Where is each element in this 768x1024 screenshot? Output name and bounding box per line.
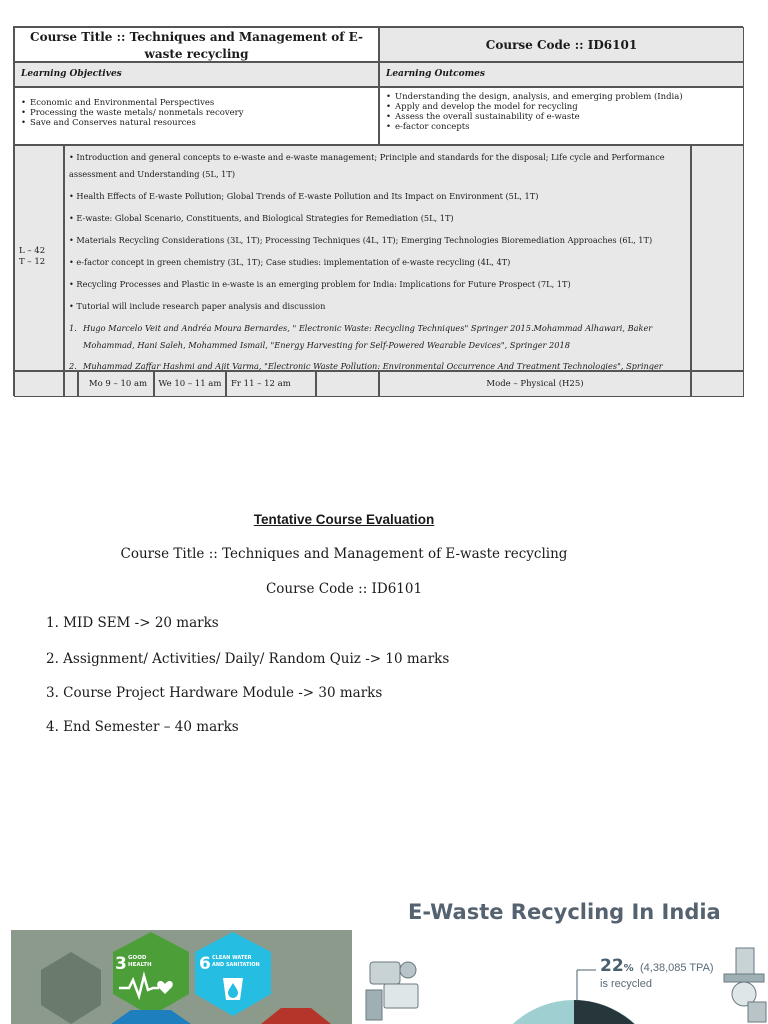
course-title: Course Title :: Techniques and Management of E-waste recycling bbox=[30, 30, 363, 61]
sdg-goal3-label-1: GOOD bbox=[128, 955, 147, 961]
evaluation-course-title: Course Title :: Techniques and Management of E-waste recycling bbox=[120, 546, 568, 562]
syllabus-topic: • Health Effects of E-waste Pollution; Global Trends of E-waste Pollution and Its Impact on Environment (5L, 1T) bbox=[69, 191, 539, 201]
schedule-mode: Mode – Physical (H25) bbox=[379, 371, 691, 397]
evaluation-item: 3. Course Project Hardware Module -> 30 marks bbox=[46, 685, 383, 701]
sdg-goal6-label-1: CLEAN WATER bbox=[212, 955, 252, 961]
syllabus-cell bbox=[64, 145, 691, 371]
percent-sign: % bbox=[623, 963, 634, 974]
outcome-item: • Understanding the design, analysis, and emerging problem (India) bbox=[384, 92, 743, 102]
schedule-blank-cell bbox=[14, 371, 64, 397]
sdg-goal6-number: 6 bbox=[199, 954, 211, 974]
evaluation-heading: Tentative Course Evaluation bbox=[253, 512, 435, 527]
infographic-graphic bbox=[364, 890, 768, 1024]
schedule-blank-cell bbox=[64, 371, 78, 397]
outcome-item: • e-factor concepts bbox=[384, 122, 743, 132]
recycled-tonnage: (4,38,085 TPA) bbox=[640, 962, 714, 974]
tutorial-hours: T – 12 bbox=[19, 257, 46, 267]
syllabus-topic: • Tutorial will include research paper analysis and discussion bbox=[69, 301, 326, 311]
hours-cell bbox=[14, 145, 64, 371]
reference-text: Muhammad Zaffar Hashmi and Ajit Varma, "Electronic Waste Pollution: Environmental Occurrence And Treatment Technologies", Springer bbox=[83, 361, 663, 371]
reference-number: 2. bbox=[69, 361, 77, 371]
objective-item: • Save and Conserves natural resources bbox=[19, 118, 378, 128]
learning-objectives-cell bbox=[14, 87, 379, 145]
recycled-percentage bbox=[600, 956, 634, 976]
syllabus-topic: • Recycling Processes and Plastic in e-waste is an emerging problem for India: Implications for Future Prospect (7L, 1T) bbox=[69, 279, 571, 289]
learning-outcomes-heading: Learning Outcomes bbox=[379, 62, 744, 87]
sdg-hexagons-graphic bbox=[11, 930, 352, 1024]
reference-number: 1. bbox=[69, 323, 77, 333]
learning-outcomes-list bbox=[384, 92, 743, 132]
schedule-blank-cell bbox=[691, 371, 744, 397]
ewaste-devices-left-icon bbox=[366, 962, 418, 1020]
ewaste-devices-right-icon bbox=[724, 948, 766, 1022]
course-title-cell bbox=[14, 27, 379, 62]
syllabus-topic: • E-waste: Global Scenario, Constituents, and Biological Strategies for Remediation (5L, 1T) bbox=[69, 213, 454, 223]
sdg-goal3-number: 3 bbox=[115, 954, 127, 974]
recycled-percent-value: 22 bbox=[600, 956, 624, 976]
outcome-item: • Assess the overall sustainability of e-waste bbox=[384, 112, 743, 122]
syllabus-topic: • Materials Recycling Considerations (3L, 1T); Processing Techniques (4L, 1T); Emerging Technologies Bioremediation Approaches (6L, 1T) bbox=[69, 235, 653, 245]
schedule-monday: Mo 9 – 10 am bbox=[78, 371, 154, 397]
learning-outcomes-cell bbox=[379, 87, 744, 145]
infographic-title: E-Waste Recycling In India bbox=[408, 900, 721, 924]
reference-item bbox=[69, 320, 686, 354]
evaluation-course-code: Course Code :: ID6101 bbox=[265, 581, 423, 597]
course-table bbox=[13, 26, 743, 396]
syllabus-topic: • e-factor concept in green chemistry (3L, 1T); Case studies: implementation of e-waste recycling (4L, 4T) bbox=[69, 257, 511, 267]
course-code: Course Code :: ID6101 bbox=[485, 37, 638, 52]
recycled-share-slice bbox=[574, 1000, 642, 1024]
evaluation-item: 4. End Semester – 40 marks bbox=[46, 719, 239, 735]
sdg-goals-image bbox=[11, 930, 352, 1024]
ewaste-india-infographic bbox=[364, 890, 768, 1024]
outcome-item: • Apply and develop the model for recycling bbox=[384, 102, 743, 112]
reference-item bbox=[69, 358, 686, 371]
course-code-cell bbox=[379, 27, 744, 62]
schedule-wednesday: We 10 – 11 am bbox=[154, 371, 226, 397]
objective-item: • Processing the waste metals/ nonmetals recovery bbox=[19, 108, 378, 118]
syllabus-topic: • Introduction and general concepts to e-waste and e-waste management; Principle and standards for the disposal; Life cycle and Performance assessment and Understanding (5L, 1T) bbox=[69, 152, 665, 179]
lecture-hours: L – 42 bbox=[19, 246, 46, 256]
evaluation-item: 1. MID SEM -> 20 marks bbox=[46, 615, 219, 631]
learning-objectives-heading: Learning Objectives bbox=[14, 62, 379, 87]
learning-objectives-list bbox=[19, 98, 378, 128]
sdg-goal3-label-2: HEALTH bbox=[128, 962, 152, 968]
objective-item: • Economic and Environmental Perspectives bbox=[19, 98, 378, 108]
schedule-blank-cell bbox=[316, 371, 379, 397]
sdg-goal6-label-2: AND SANITATION bbox=[212, 962, 260, 968]
schedule-friday: Fr 11 – 12 am bbox=[226, 371, 316, 397]
reference-text: Hugo Marcelo Veit and Andréa Moura Bernardes, " Electronic Waste: Recycling Techniques" Springer 2015.Mohammad Alhawari, Baker Mohammad, Hani Saleh, Mohammed Ismail, "Energy Harvesting for Self-Powered Wearable Devices", Springer 2018 bbox=[83, 323, 653, 350]
evaluation-item: 2. Assignment/ Activities/ Daily/ Random Quiz -> 10 marks bbox=[46, 651, 450, 667]
recycled-caption: is recycled bbox=[600, 978, 652, 990]
blank-cell bbox=[691, 145, 744, 371]
